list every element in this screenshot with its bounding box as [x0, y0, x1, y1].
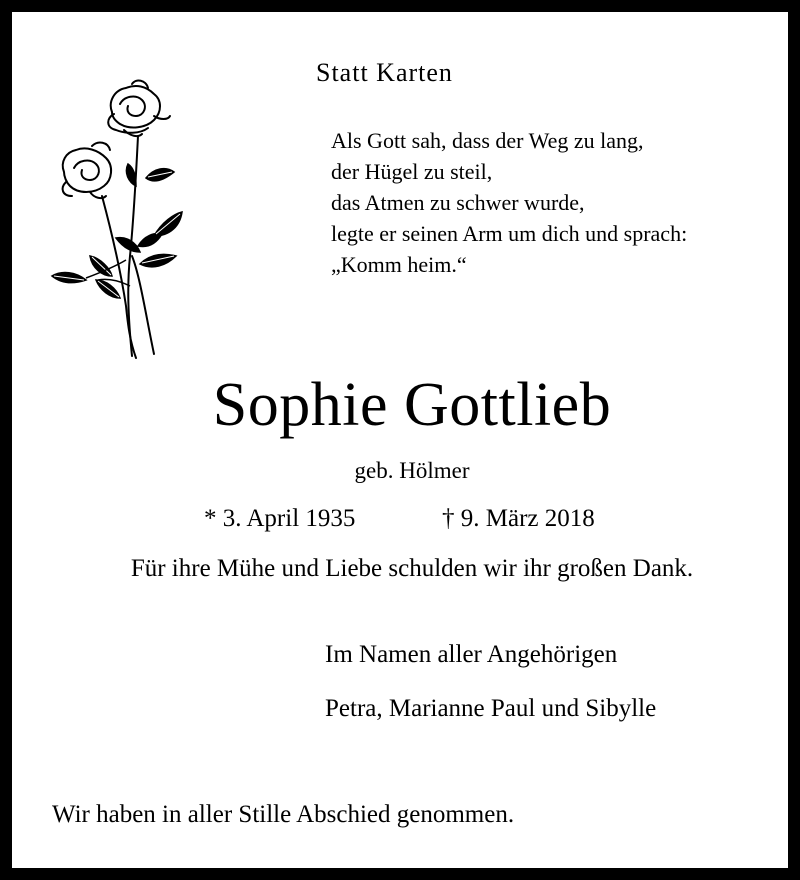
poem-line: legte er seinen Arm um dich und sprach: [331, 221, 688, 246]
deceased-name: Sophie Gottlieb [212, 371, 612, 439]
thanks-line: Für ihre Mühe und Liebe schulden wir ihr großen Dank. [130, 555, 694, 582]
family-names: Petra, Marianne Paul und Sibylle [325, 695, 657, 722]
death-date: † 9. März 2018 [442, 505, 595, 532]
family-intro: Im Namen aller Angehörigen [325, 641, 618, 668]
rose-icon [50, 76, 185, 361]
poem-line: der Hügel zu steil, [331, 159, 493, 184]
birth-date: * 3. April 1935 [204, 505, 356, 532]
header-statt-karten: Statt Karten [316, 58, 453, 87]
poem [331, 125, 687, 280]
birth-name: geb. Hölmer [354, 458, 470, 483]
farewell-line: Wir haben in aller Stille Abschied genommen. [52, 801, 515, 828]
poem-line: Als Gott sah, dass der Weg zu lang, [331, 128, 644, 153]
poem-line: „Komm heim.“ [331, 252, 467, 277]
poem-line: das Atmen zu schwer wurde, [331, 190, 585, 215]
